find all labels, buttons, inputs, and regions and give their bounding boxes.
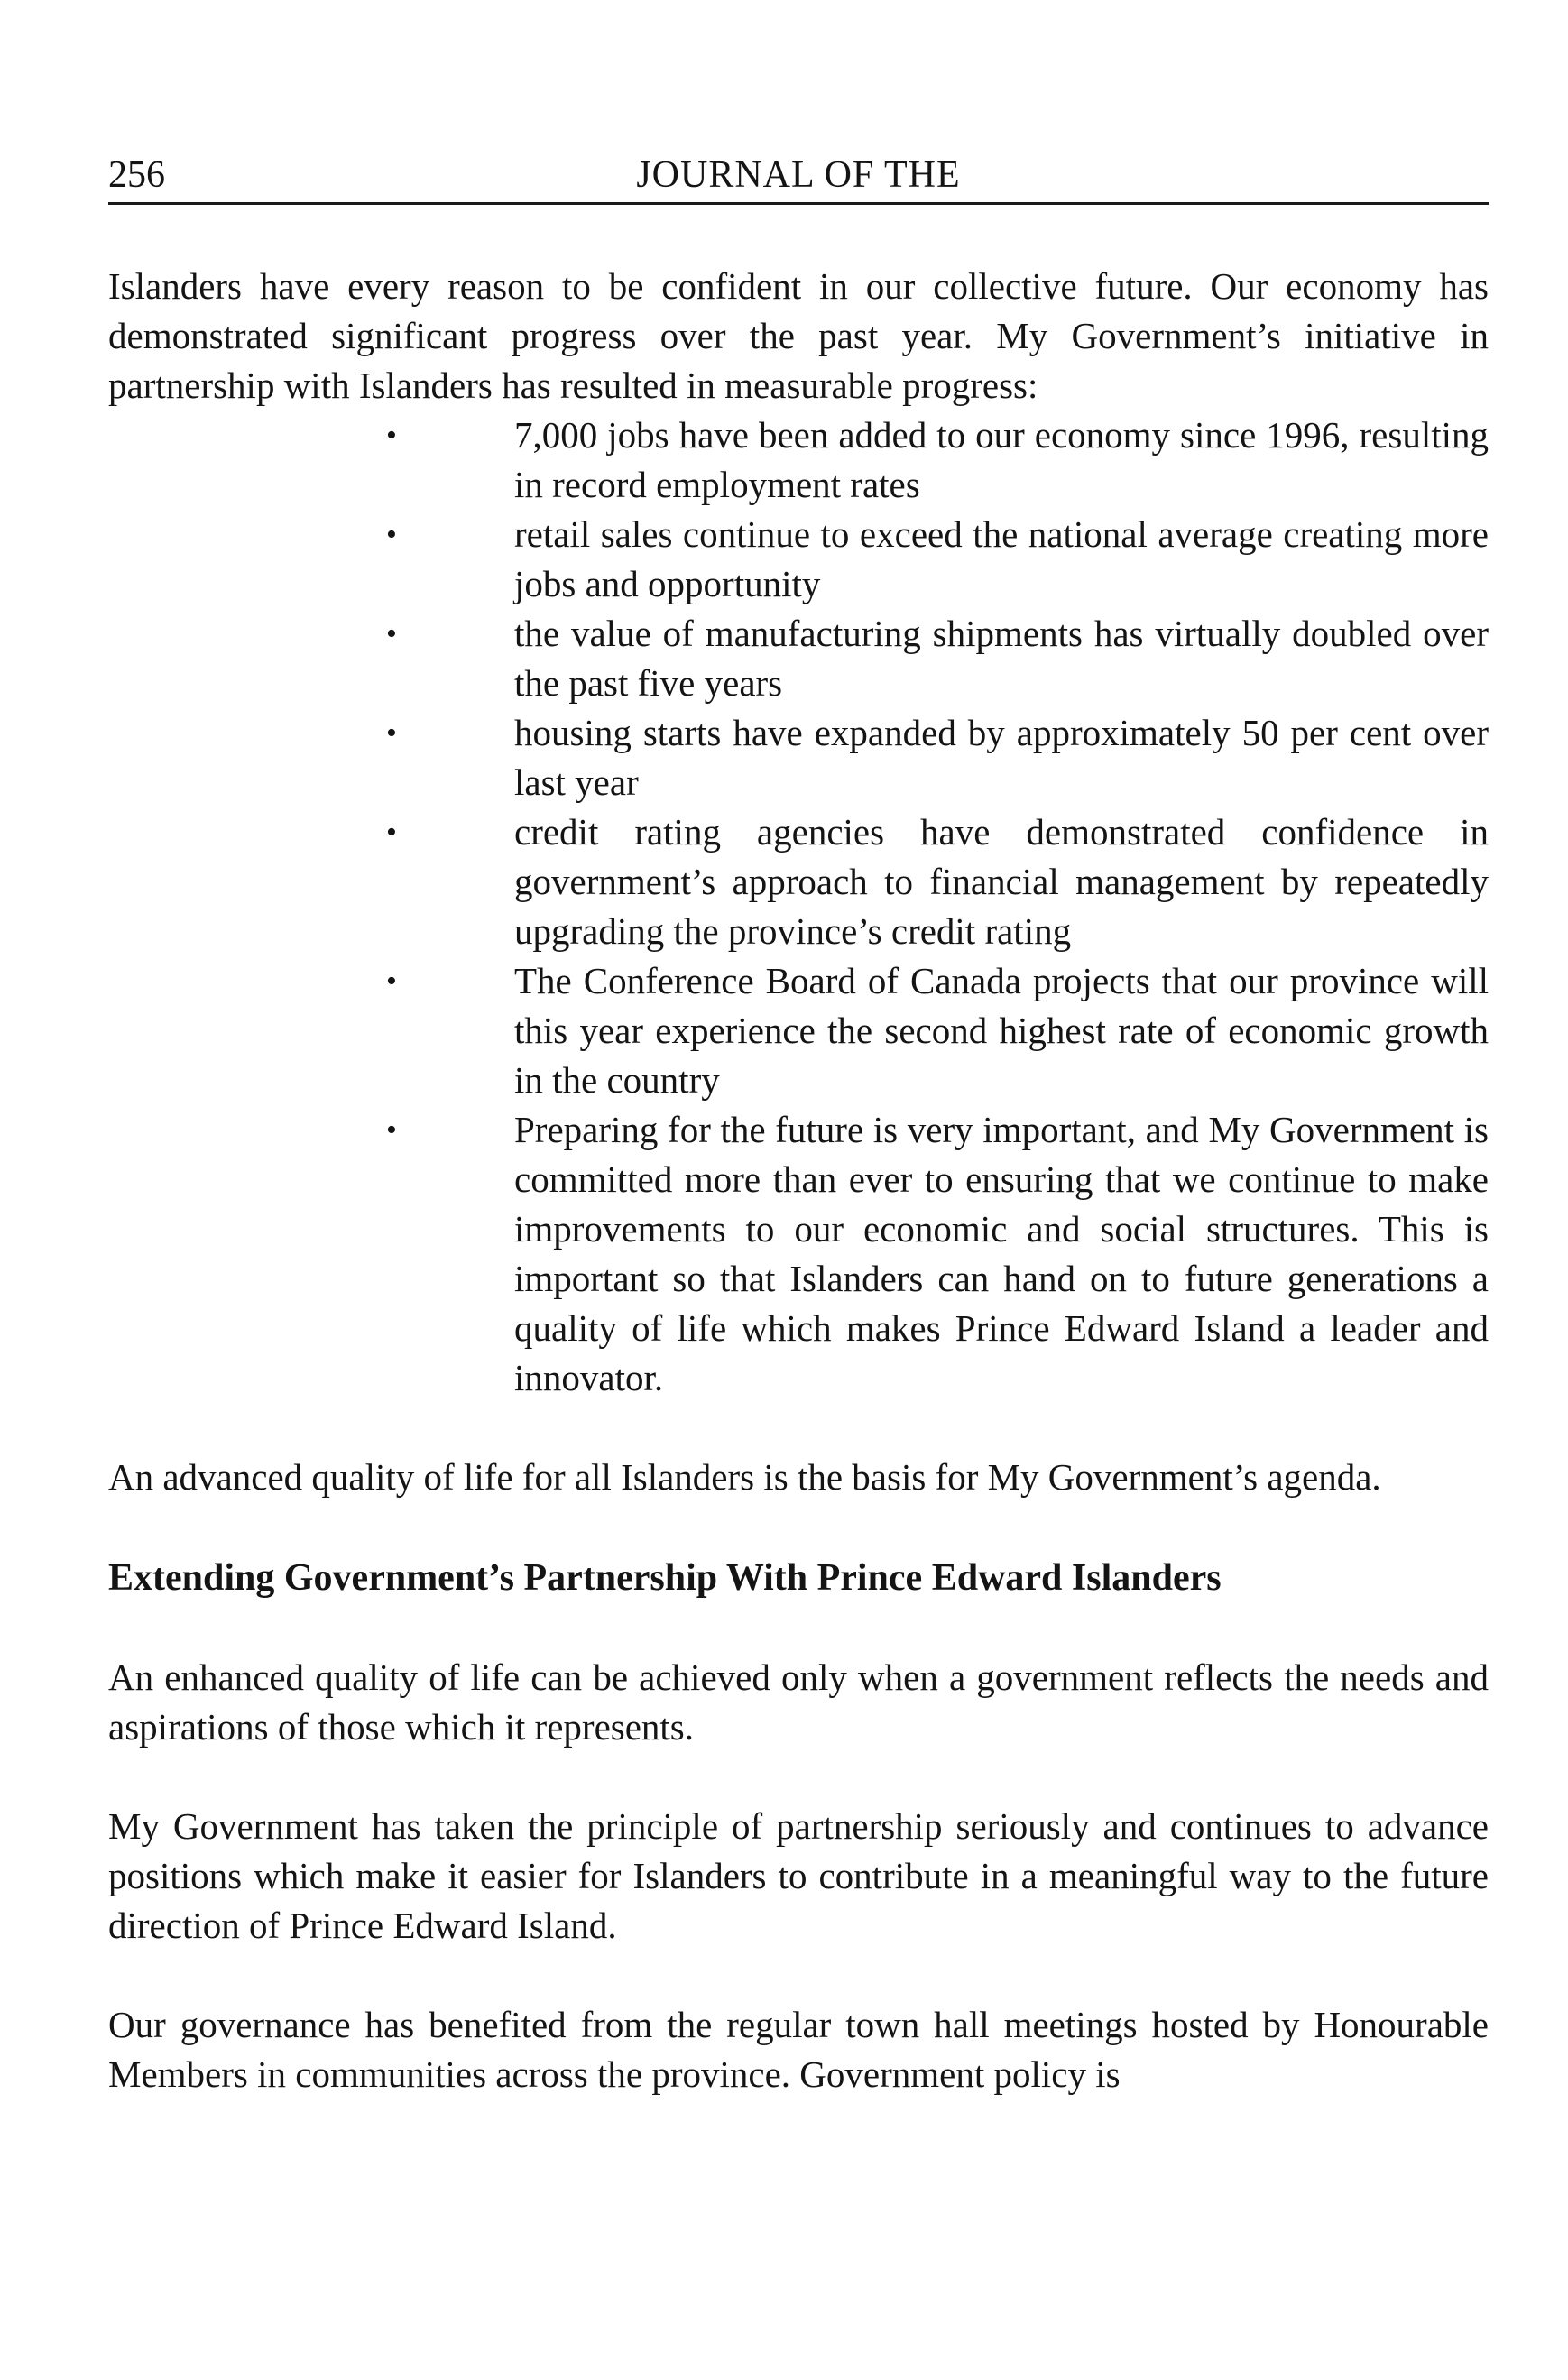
bullet-icon: •: [386, 1113, 397, 1147]
list-item: [108, 708, 1489, 807]
list-item-text: The Conference Board of Canada projects that our province will this year experience the second highest rate of economic growth in the country: [514, 960, 1489, 1101]
list-item: [108, 411, 1489, 510]
bullet-icon: •: [386, 816, 397, 849]
list-item-text: Preparing for the future is very important, and My Government is committed more than ever to ensuring that we continue to make improvements to our economic and social structures. This is important so that Islanders can hand on to future generations a quality of life which makes Prince Edward Island a leader and innovator.: [514, 1109, 1489, 1398]
section-heading: Extending Government’s Partnership With Prince Edward Islanders: [108, 1557, 1222, 1599]
list-item-text: housing starts have expanded by approximately 50 per cent over last year: [514, 712, 1489, 803]
bullet-icon: •: [386, 964, 397, 998]
list-item-text: 7,000 jobs have been added to our economy since 1996, resulting in record employment rates: [514, 414, 1489, 505]
progress-list: [108, 411, 1489, 1403]
list-item: [108, 1105, 1489, 1403]
bullet-icon: •: [386, 419, 397, 452]
list-item-text: the value of manufacturing shipments has virtually doubled over the past five years: [514, 613, 1489, 704]
list-item: [108, 510, 1489, 609]
page-header: [108, 152, 1489, 205]
governance-paragraph: Our governance has benefited from the regular town hall meetings hosted by Honourable Members in communities across the province. Government policy is: [108, 2004, 1489, 2095]
list-item: [108, 609, 1489, 708]
list-item-text: retail sales continue to exceed the national average creating more jobs and opportunity: [514, 513, 1489, 604]
bullet-icon: •: [386, 518, 397, 551]
running-title: JOURNAL OF THE: [636, 154, 961, 196]
partnership-paragraph: My Government has taken the principle of partnership seriously and continues to advance positions which make it easier for Islanders to contribute in a meaningful way to the future direction of Prince Edward Island.: [108, 1805, 1489, 1946]
body-text: [108, 262, 1489, 2099]
bullet-icon: •: [386, 617, 397, 650]
bullet-icon: •: [386, 716, 397, 750]
list-item: [108, 956, 1489, 1105]
list-item-text: credit rating agencies have demonstrated confidence in government’s approach to financial management by repeatedly upgrading the province’s credit rating: [514, 811, 1489, 952]
intro-paragraph: Islanders have every reason to be confident in our collective future. Our economy has demonstrated significant progress over the past year. My Government’s initiative in partnership with Islanders has resulted in measurable progress:: [108, 265, 1489, 406]
enhanced-quality-paragraph: An enhanced quality of life can be achieved only when a government reflects the needs and aspirations of those which it represents.: [108, 1656, 1489, 1748]
page-number: 256: [108, 154, 165, 196]
quality-of-life-paragraph: An advanced quality of life for all Islanders is the basis for My Government’s agenda.: [108, 1456, 1381, 1498]
list-item: [108, 807, 1489, 956]
